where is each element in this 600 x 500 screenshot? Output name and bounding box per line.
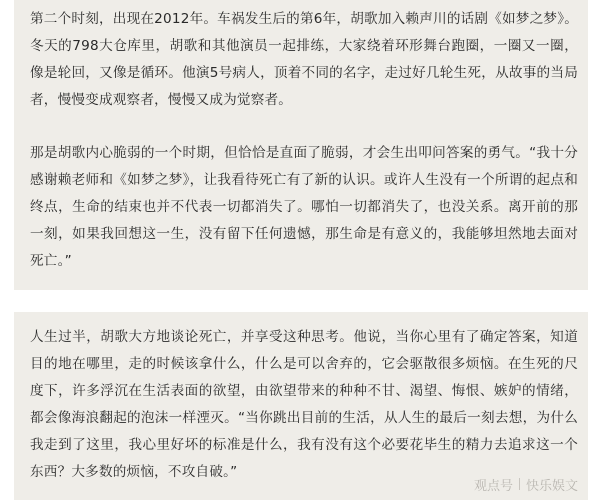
text-block-2 xyxy=(14,312,588,500)
paragraph-facing-fragility: 那是胡歌内心脆弱的一个时期，但恰恰是直面了脆弱，才会生出叩问答案的勇气。“我十分感谢赖老师和《如梦之梦》，让我看待死亡有了新的认识。或许人生没有一个所谓的起点和终点，生命的结束也并不代表一切都消失了。哪怕一切都消失了，也没关系。离开前的那一刻，如果我回想这一生，没有留下任何遗憾，那生命是有意义的，我能够坦然地去面对死亡。” xyxy=(30,145,578,269)
watermark-author: 快乐娱文 xyxy=(525,478,578,494)
paragraph-2012-moment: 第二个时刻，出现在2012年。车祸发生后的第6年，胡歌加入赖声川的话剧《如梦之梦》。冬天的798大仓库里，胡歌和其他演员一起排练，大家绕着环形舞台跑圈，一圈又一圈，像是轮回，又像是循环。他演5号病人，顶着不同的名字，走过好几轮生死，从故事的当局者，慢慢变成观察者，慢慢又成为觉察者。 xyxy=(30,11,578,108)
watermark-source: 观点号 xyxy=(473,478,513,494)
watermark-divider xyxy=(519,478,520,490)
paragraph-discussing-death: 人生过半，胡歌大方地谈论死亡，并享受这种思考。他说，当你心里有了确定答案，知道目的地在哪里，走的时候该拿什么，什么是可以舍弃的，它会驱散很多烦恼。在生死的尺度下，许多浮沉在生活表面的欲望，由欲望带来的种种不甘、渴望、悔恨、嫉妒的情绪，都会像海浪翻起的泡沫一样湮灭。“当你跳出目前的生活，从人生的最后一刻去想，为什么我走到了这里，我心里好坏的标准是什么，我有没有这个必要花毕生的精力去追求这一个东西？大多数的烦恼，不攻自破。” xyxy=(30,329,578,480)
text-block-1 xyxy=(14,0,588,290)
watermark xyxy=(474,474,578,494)
